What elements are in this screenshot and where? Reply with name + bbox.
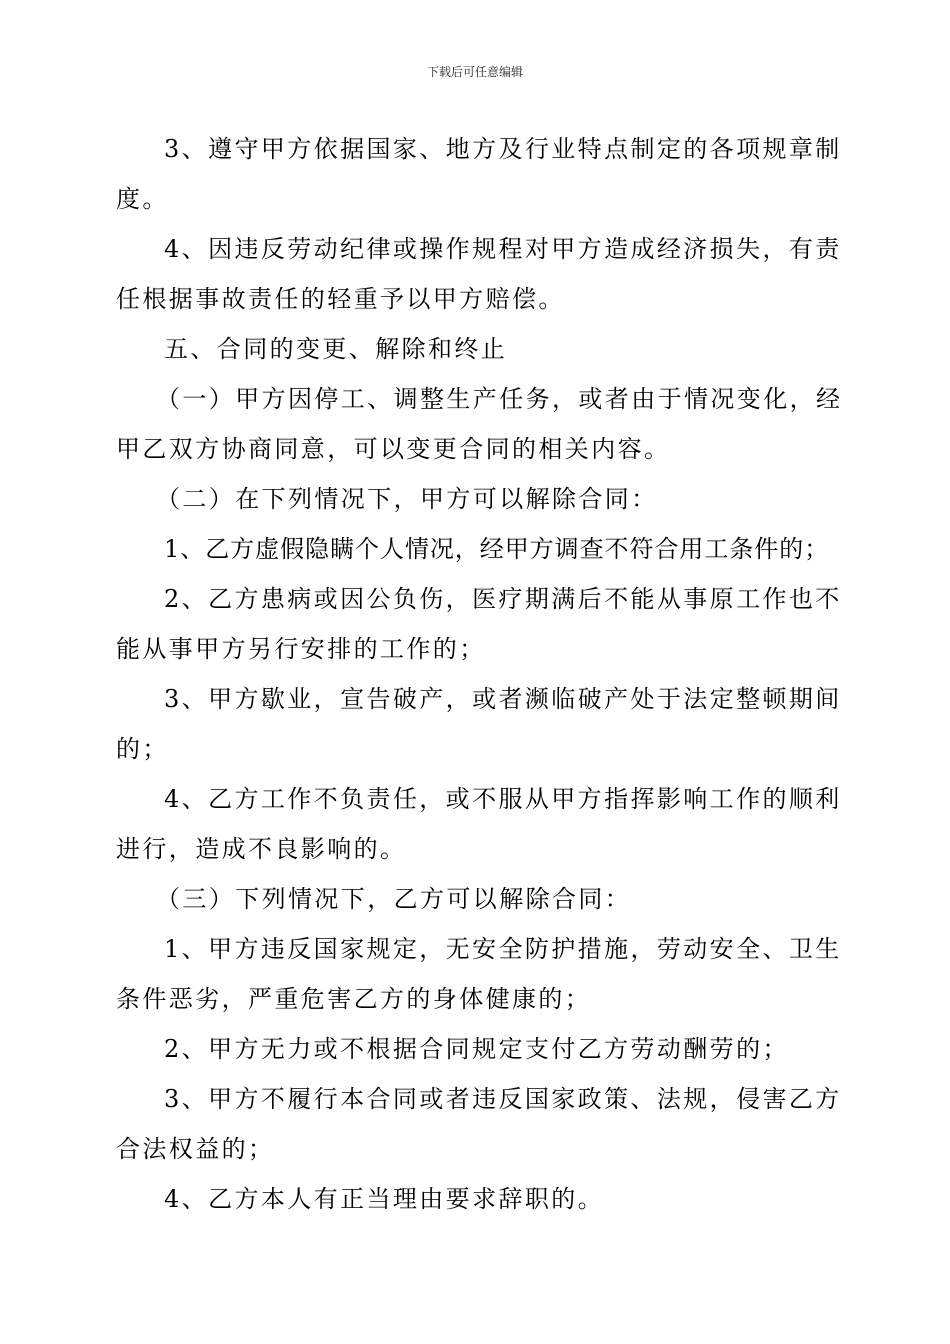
- clause-5-3-3-line-1: 3、甲方不履行本合同或者违反国家政策、法规，侵害乙方: [164, 1085, 842, 1113]
- clause-4-3-line-2: 度。: [116, 185, 169, 213]
- clause-5-3-3-line-2: 合法权益的；: [116, 1135, 275, 1163]
- clause-5-2-1: 1、乙方虚假隐瞒个人情况，经甲方调查不符合用工条件的；: [164, 535, 830, 563]
- clause-5-2-4-line-2: 进行，造成不良影响的。: [116, 835, 407, 863]
- clause-4-4-line-1: 4、因违反劳动纪律或操作规程对甲方造成经济损失，有责: [164, 235, 842, 263]
- clause-5-2-heading: （二）在下列情况下，甲方可以解除合同：: [156, 485, 658, 513]
- document-body: [116, 124, 843, 1224]
- clause-5-3-2: 2、甲方无力或不根据合同规定支付乙方劳动酬劳的；: [164, 1035, 789, 1063]
- clause-4-3-line-1: 3、遵守甲方依据国家、地方及行业特点制定的各项规章制: [164, 135, 842, 163]
- clause-4-4-line-2: 任根据事故责任的轻重予以甲方赔偿。: [116, 285, 565, 313]
- clause-5-3-heading: （三）下列情况下，乙方可以解除合同：: [156, 885, 632, 913]
- clause-5-2-2-line-1: 2、乙方患病或因公负伤，医疗期满后不能从事原工作也不: [164, 585, 842, 613]
- clause-5-3-1-line-2: 条件恶劣，严重危害乙方的身体健康的；: [116, 985, 592, 1013]
- clause-5-2-2-line-2: 能从事甲方另行安排的工作的；: [116, 635, 486, 663]
- clause-5-3-4: 4、乙方本人有正当理由要求辞职的。: [164, 1185, 605, 1213]
- clause-5-1-line-1: （一）甲方因停工、调整生产任务，或者由于情况变化，经: [156, 385, 843, 413]
- section-5-heading: 五、合同的变更、解除和终止: [164, 335, 508, 363]
- page-header: 下载后可任意编辑: [426, 65, 523, 79]
- clause-5-2-3-line-1: 3、甲方歇业，宣告破产，或者濒临破产处于法定整顿期间: [164, 685, 842, 713]
- clause-5-3-1-line-1: 1、甲方违反国家规定，无安全防护措施，劳动安全、卫生: [164, 935, 842, 963]
- clause-5-1-line-2: 甲乙双方协商同意，可以变更合同的相关内容。: [116, 435, 671, 463]
- clause-5-2-3-line-2: 的；: [116, 735, 169, 763]
- clause-5-2-4-line-1: 4、乙方工作不负责任，或不服从甲方指挥影响工作的顺利: [164, 785, 842, 813]
